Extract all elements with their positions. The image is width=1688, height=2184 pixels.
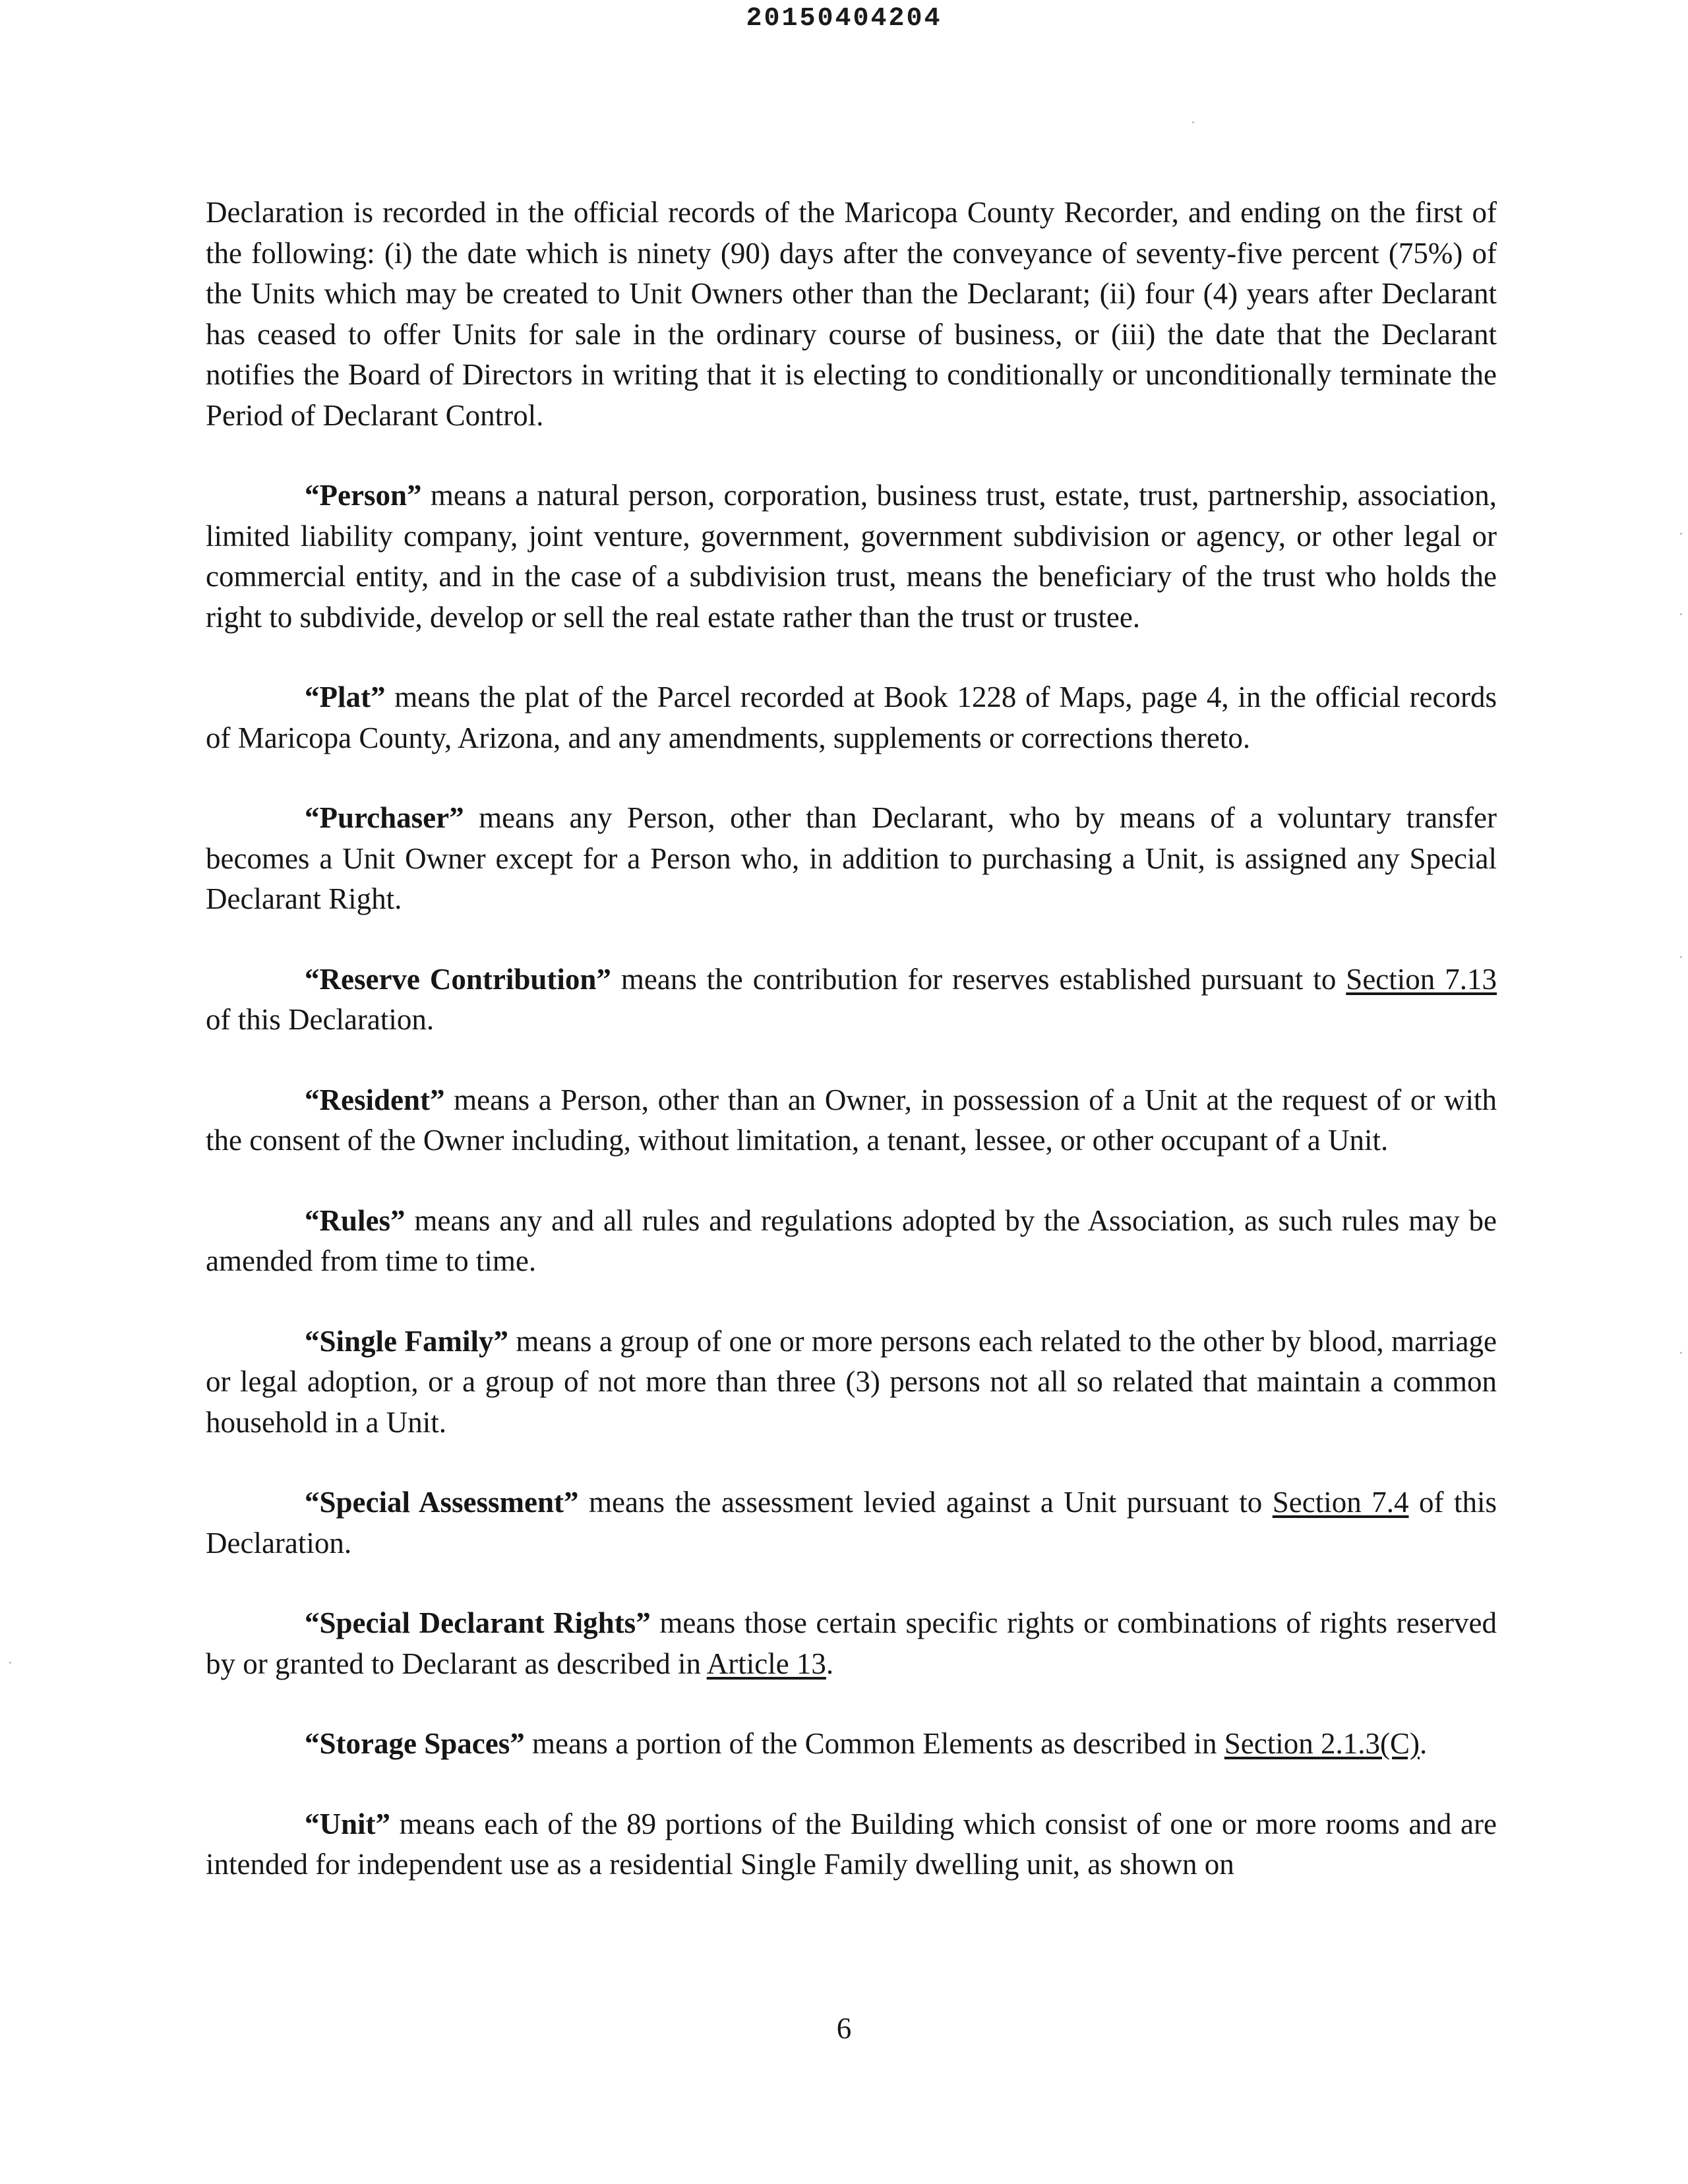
defined-term: “Rules” [305,1203,406,1237]
scan-speck [1680,956,1682,958]
scan-speck [1680,613,1682,615]
definition-text-tail: of this Declaration. [206,1003,435,1036]
recording-number: 20150404204 [746,4,942,34]
definition-text: means each of the 89 portions of the Building which consist of one or more rooms and are intended for independent use as a residential Single Family dwelling unit, as shown on [206,1807,1497,1881]
definition-text: means those certain specific rights or combinations of rights reserved by or granted to Declarant as described in [206,1606,1497,1680]
definition-text: means any Person, other than Declarant, who by means of a voluntary transfer becomes a Unit Owner except for a Person who, in addition to purchasing a Unit, is assigned any Special Declarant Right. [206,801,1497,915]
scan-speck [1680,533,1682,535]
definition-text: means any and all rules and regulations adopted by the Association, as such rules may be amended from time to time. [206,1203,1497,1277]
article-reference: Article 13 [706,1647,826,1680]
paragraph-text: Declaration is recorded in the official records of the Maricopa County Recorder, and ending on the first of the following: (i) the date which is ninety (90) days after the conveyance of seventy-five percent (75%) of the Units which may be created to Unit Owners other than the Declarant; (ii) four (4) years after Declarant has ceased to offer Units for sale in the ordinary course of business, or (iii) the date that the Declarant notifies the Board of Directors in writing that it is electing to conditionally or unconditionally terminate the Period of Declarant Control. [206,196,1497,432]
scan-speck [1680,1352,1682,1354]
defined-term: “Plat” [305,681,386,713]
definition-text: means a Person, other than an Owner, in possession of a Unit at the request of or with the consent of the Owner including, without limitation, a tenant, lessee, or other occupant of a Unit. [206,1083,1497,1157]
defined-term: “Purchaser” [305,801,464,834]
definition-plat [206,677,1497,758]
definition-reserve-contribution [206,959,1497,1041]
definition-text: means the plat of the Parcel recorded at Book 1228 of Maps, page 4, in the official records of Maricopa County, Arizona, and any amendments, supplements or corrections thereto. [206,681,1497,754]
definition-text: means the contribution for reserves established pursuant to [611,962,1346,996]
definition-purchaser [206,798,1497,920]
page-number: 6 [836,2012,852,2045]
document-body [206,193,1497,1885]
scan-speck [9,1662,11,1664]
section-reference: Section 7.13 [1346,962,1497,996]
section-reference: Section 7.4 [1272,1486,1409,1519]
definition-text: means a natural person, corporation, business trust, estate, trust, partnership, association, limited liability company, joint venture, government, government subdivision or agency, or other legal or commercial entity, and in the case of a subdivision trust, means the beneficiary of the trust who holds the right to subdivide, develop or sell the real estate rather than the trust or trustee. [206,479,1497,634]
defined-term: “Resident” [305,1083,445,1116]
defined-term: “Person” [305,479,422,512]
definition-text-tail: of this Declaration. [206,1486,1497,1560]
definition-text-tail: . [1419,1727,1428,1760]
definition-special-assessment [206,1482,1497,1563]
definition-resident [206,1080,1497,1161]
definition-rules [206,1201,1497,1282]
defined-term: “Special Declarant Rights” [305,1606,651,1639]
definition-text: means a portion of the Common Elements as described in [524,1727,1224,1760]
definition-single-family [206,1321,1497,1443]
section-reference: Section 2.1.3(C) [1224,1727,1420,1760]
defined-term: “Reserve Contribution” [305,962,611,996]
definition-special-declarant-rights [206,1603,1497,1684]
defined-term: “Storage Spaces” [305,1727,525,1760]
definition-person [206,475,1497,638]
definition-text: means the assessment levied against a Unit pursuant to [578,1486,1273,1519]
definition-unit [206,1804,1497,1885]
definition-text: means a group of one or more persons each related to the other by blood, marriage or legal adoption, or a group of not more than three (3) persons not all so related that maintain a common household in a Unit. [206,1324,1497,1439]
defined-term: “Unit” [305,1807,391,1840]
definition-storage-spaces [206,1724,1497,1765]
defined-term: “Special Assessment” [305,1486,579,1519]
scan-speck [1192,121,1194,123]
defined-term: “Single Family” [305,1324,508,1358]
definition-text-tail: . [826,1647,834,1680]
paragraph-period-of-declarant-control-continued [206,193,1497,436]
